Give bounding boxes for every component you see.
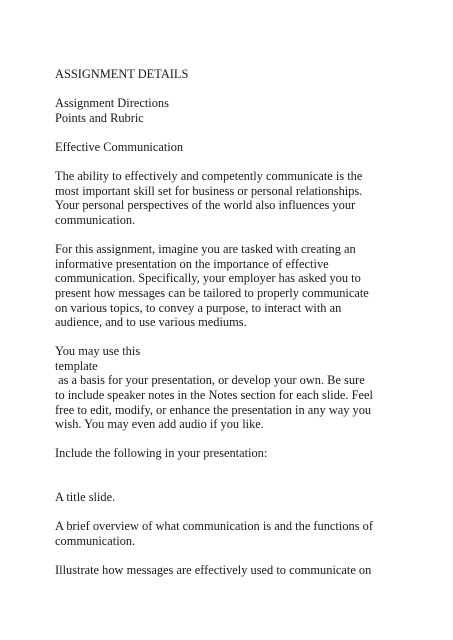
include-intro: Include the following in your presentation: xyxy=(55,446,268,461)
text-line: on various topics, to convey a purpose, to interact with an xyxy=(55,300,342,315)
text-line: Your personal perspectives of the world also influences your xyxy=(55,198,356,213)
assignment-directions-link[interactable]: Assignment Directions xyxy=(55,96,169,111)
text-line: to include speaker notes in the Notes section for each slide. Feel xyxy=(55,388,373,403)
list-item: Illustrate how messages are effectively used to communicate on xyxy=(55,563,372,578)
paragraph-template xyxy=(55,344,450,432)
text-line: audience, and to use various mediums. xyxy=(55,315,247,330)
text-line: free to edit, modify, or enhance the presentation in any way you xyxy=(55,402,372,417)
list-item: A title slide. xyxy=(55,490,116,505)
list-item xyxy=(55,519,450,548)
paragraph-task xyxy=(55,242,450,330)
text-line: For this assignment, imagine you are tasked with creating an xyxy=(55,242,356,257)
text-line: communication. xyxy=(55,534,136,548)
paragraph-intro xyxy=(55,169,450,227)
text-line: The ability to effectively and competently communicate is the xyxy=(55,169,363,184)
points-rubric-link[interactable]: Points and Rubric xyxy=(55,110,144,125)
template-link[interactable]: template xyxy=(55,358,98,373)
text-line: communication. Specifically, your employer has asked you to xyxy=(55,271,361,286)
text-line: A brief overview of what communication is and the functions of xyxy=(55,519,373,534)
text-line: informative presentation on the importance of effective xyxy=(55,256,329,271)
text-line: You may use this xyxy=(55,344,141,359)
text-line: present how messages can be tailored to properly communicate xyxy=(55,285,369,300)
document-page xyxy=(55,67,450,578)
text-line: as a basis for your presentation, or develop your own. Be sure xyxy=(55,373,365,388)
text-line: communication. xyxy=(55,212,136,227)
text-line: wish. You may even add audio if you like. xyxy=(55,417,264,432)
text-line: most important skill set for business or personal relationships. xyxy=(55,183,363,198)
document-title: Effective Communication xyxy=(55,139,184,154)
assignment-heading: ASSIGNMENT DETAILS xyxy=(55,67,189,81)
